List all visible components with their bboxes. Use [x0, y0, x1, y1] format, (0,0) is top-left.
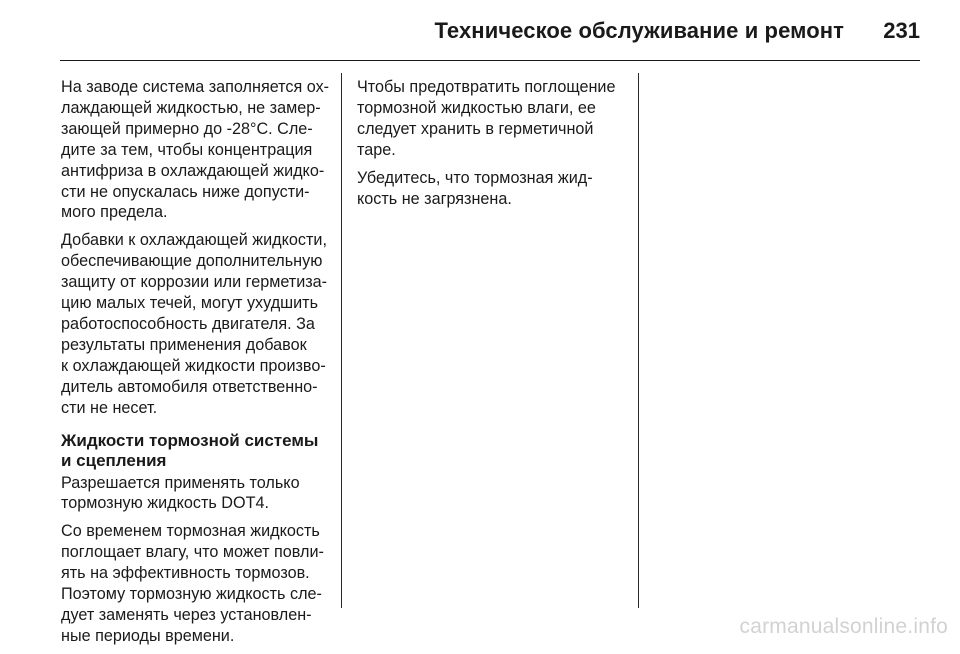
paragraph-brake-fluid-type [61, 473, 336, 515]
heading-line: и сцепления [61, 451, 167, 470]
text-line: Убедитесь, что тормозная жид- [357, 168, 593, 187]
text-line: сти не опускалась ниже допусти- [61, 182, 310, 201]
text-line: зающей примерно до -28°C. Сле- [61, 119, 313, 138]
paragraph-coolant-additives [61, 230, 336, 418]
text-line: дитель автомобиля ответственно- [61, 377, 318, 396]
text-line: Чтобы предотвратить поглощение [357, 78, 616, 96]
text-line: тормозной жидкостью влаги, ее [357, 98, 596, 117]
text-line: мого предела. [61, 203, 168, 222]
text-line: дует заменять через установлен- [61, 605, 312, 624]
text-line: кость не загрязнена. [357, 189, 512, 208]
text-line: таре. [357, 140, 396, 159]
paragraph-brake-fluid-storage [357, 77, 632, 161]
text-line: к охлаждающей жидкости произво- [61, 356, 326, 375]
text-line: Добавки к охлаждающей жидкости, [61, 231, 327, 250]
paragraph-brake-fluid-clean [357, 168, 632, 210]
page-title: Техническое обслуживание и ремонт [434, 18, 844, 43]
text-line: результаты применения добавок [61, 335, 307, 354]
text-line: На заводе система заполняется ох- [61, 78, 330, 96]
text-column-2 [357, 77, 632, 216]
paragraph-brake-fluid-moisture [61, 521, 336, 646]
text-line: сти не несет. [61, 398, 158, 417]
page-header [60, 0, 920, 61]
text-line: Поэтому тормозную жидкость сле- [61, 585, 322, 604]
text-line: антифриза в охлаждающей жидко- [61, 161, 325, 180]
heading-line: Жидкости тормозной системы [61, 430, 319, 450]
text-line: Со временем тормозная жидкость [61, 522, 320, 541]
page-number: 231 [883, 18, 920, 43]
text-line: ные периоды времени. [61, 626, 235, 645]
paragraph-coolant-factory-fill [61, 77, 336, 223]
text-line: следует хранить в герметичной [357, 119, 594, 138]
watermark: carmanualsonline.info [739, 615, 948, 638]
text-line: Разрешается применять только [61, 473, 300, 492]
text-line: цию малых течей, могут ухудшить [61, 294, 319, 313]
text-column-1 [61, 77, 336, 654]
column-divider-right [638, 73, 639, 608]
text-line: обеспечивающие дополнительную [61, 252, 323, 271]
text-line: работоспособность двигателя. За [61, 314, 315, 333]
text-line: ять на эффективность тормозов. [61, 564, 310, 583]
text-line: поглощает влагу, что может повли- [61, 543, 324, 562]
text-line: дите за тем, чтобы концентрация [61, 140, 313, 159]
text-line: лаждающей жидкостью, не замер- [61, 98, 321, 117]
section-heading-brake-fluid [61, 431, 336, 472]
text-line: тормозную жидкость DOT4. [61, 494, 269, 513]
column-divider-left [341, 73, 342, 608]
text-line: защиту от коррозии или герметиза- [61, 273, 328, 292]
